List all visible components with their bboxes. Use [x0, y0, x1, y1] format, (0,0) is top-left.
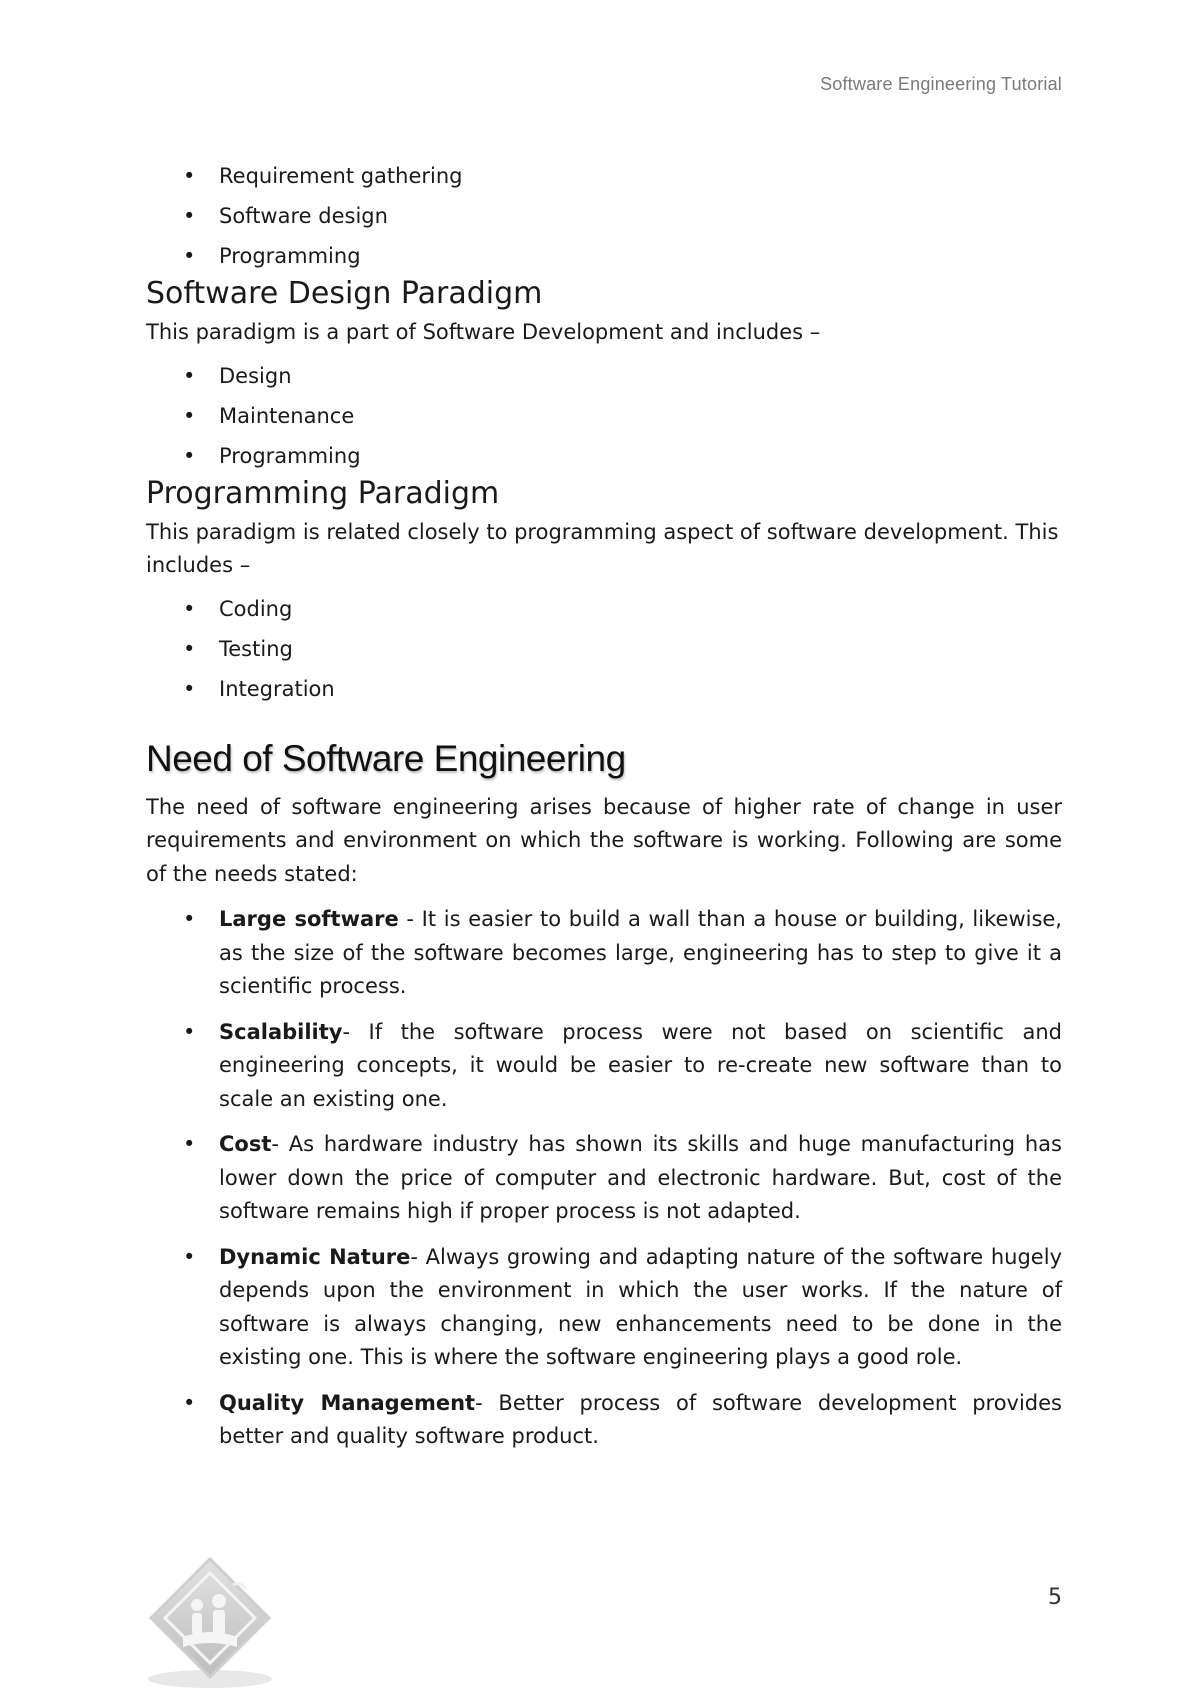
section-heading-programming: Programming Paradigm: [146, 475, 500, 511]
list-item: • Requirement gathering: [146, 160, 1062, 200]
list-item: • Programming: [146, 440, 1062, 480]
need-text: If the software process were not based on scientific and engineering concepts, it would be easier to re-create new software than to scale an existing one.: [219, 1019, 1062, 1111]
list-item: • Design: [146, 360, 1062, 400]
section-intro: The need of software engineering arises because of higher rate of change in user requirements and environment on which the software is working. Following are some of the needs stated:: [146, 794, 1062, 886]
need-separator: -: [398, 907, 422, 931]
list-item: • Coding: [146, 593, 1062, 633]
programming-list: [146, 593, 1062, 713]
need-separator: -: [342, 1019, 369, 1044]
list-item: • Software design: [146, 200, 1062, 240]
list-item: • Maintenance: [146, 400, 1062, 440]
section-heading-need: Need of Software Engineering: [146, 737, 626, 779]
page-content: [146, 160, 1062, 1466]
need-text: As hardware industry has shown its skills and huge manufacturing has lower down the price of computer and electronic hardware. But, cost of the software remains high if proper process is not adapted.: [219, 1132, 1062, 1223]
section-heading-software-design: Software Design Paradigm: [146, 276, 543, 311]
list-item: • Integration: [146, 673, 1062, 713]
need-separator: -: [410, 1244, 426, 1269]
page-number: 5: [1048, 1585, 1062, 1610]
section-intro: This paradigm is related closely to programming aspect of software development. This includes –: [146, 519, 1059, 577]
need-text: Always growing and adapting nature of the software hugely depends upon the environment in which the user works. If the nature of software is always changing, new enhancements need to be done in the existing one. This is where the software engineering plays a good role.: [219, 1244, 1062, 1369]
need-separator: -: [271, 1132, 289, 1156]
need-text: Better process of software development provides better and quality software product.: [219, 1390, 1062, 1448]
need-item: [146, 1128, 1062, 1229]
need-item: [146, 1241, 1062, 1375]
paradigm-list: [146, 160, 1062, 280]
list-item: • Programming: [146, 240, 1062, 280]
need-term: Large software: [219, 907, 399, 931]
need-item: [146, 903, 1062, 1004]
need-text: It is easier to build a wall than a house or building, likewise, as the size of the software becomes large, engineering has to step to give it a scientific process.: [219, 907, 1062, 998]
needs-list: [146, 903, 1062, 1454]
need-item: [146, 1387, 1062, 1454]
section-intro: This paradigm is a part of Software Development and includes –: [146, 320, 821, 344]
need-term: Dynamic Nature: [219, 1244, 411, 1269]
need-term: Quality Management: [219, 1390, 476, 1415]
list-item: • Testing: [146, 633, 1062, 673]
design-list: [146, 360, 1062, 480]
need-term: Scalability: [219, 1019, 343, 1044]
need-term: Cost: [219, 1132, 272, 1156]
tutorialspoint-logo-icon: [145, 1555, 275, 1690]
running-header: Software Engineering Tutorial: [820, 74, 1062, 94]
need-separator: -: [475, 1390, 499, 1415]
need-item: [146, 1016, 1062, 1117]
